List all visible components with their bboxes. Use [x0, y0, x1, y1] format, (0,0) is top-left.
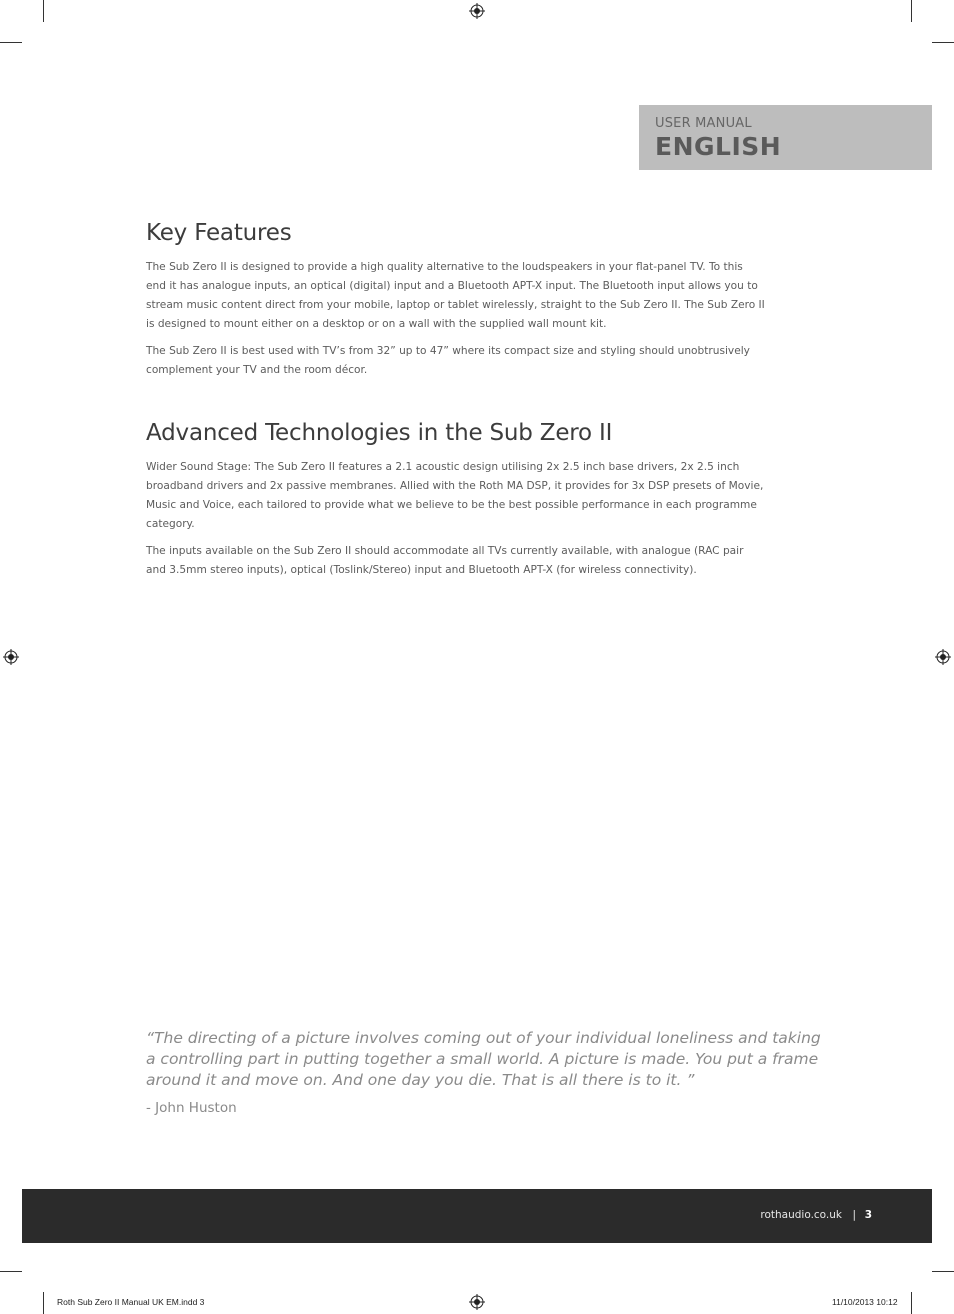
key-features-section — [146, 220, 766, 380]
language-header — [639, 105, 932, 170]
footer-bar — [22, 1189, 932, 1243]
print-slug-file: Roth Sub Zero II Manual UK EM.indd 3 — [57, 1297, 205, 1307]
crop-mark — [911, 1292, 912, 1314]
registration-mark-icon — [3, 649, 19, 665]
crop-mark — [0, 1271, 22, 1272]
paragraph: The inputs available on the Sub Zero II should accommodate all TVs currently available, with analogue (RAC pair and 3.5mm stereo inputs), optical (Toslink/Stereo) input and Bluetooth APT-X (for wireless connectivity). — [146, 545, 744, 576]
quote-author: - John Huston — [146, 1100, 237, 1116]
website-link[interactable]: rothaudio.co.uk — [760, 1209, 842, 1221]
paragraph: The Sub Zero II is best used with TV’s from 32” up to 47” where its compact size and styling should unobtrusively complement your TV and the room décor. — [146, 345, 750, 376]
crop-mark — [43, 1292, 44, 1314]
section-title: Advanced Technologies in the Sub Zero II — [146, 420, 613, 446]
quote-text: “The directing of a picture involves coming out of your individual loneliness and taking a controlling part in putting together a small world. A picture is made. You put a frame around it and move on. And one day you die. That is all there is to it. ” — [146, 1029, 821, 1089]
paragraph: Wider Sound Stage: The Sub Zero II features a 2.1 acoustic design utilising 2x 2.5 inch base drivers, 2x 2.5 inch broadband drivers and 2x passive membranes. Allied with the Roth MA DSP, it provides for 3x DSP presets of Movie, Music and Voice, each tailored to provide what we believe to be the best possible performance in each programme category. — [146, 461, 764, 530]
manual-label: USER MANUAL — [655, 116, 752, 131]
crop-mark — [932, 42, 954, 43]
registration-mark-icon — [469, 3, 485, 19]
paragraph: The Sub Zero II is designed to provide a high quality alternative to the loudspeakers in your flat-panel TV. To this end it has analogue inputs, an optical (digital) input and a Bluetooth APT-X input. The Bluetooth input allows you to stream music content direct from your mobile, laptop or tablet wirelessly, straight to the Sub Zero II. The Sub Zero II is designed to mount either on a desktop or on a wall with the supplied wall mount kit. — [146, 261, 765, 330]
print-slug-date: 11/10/2013 10:12 — [832, 1297, 898, 1307]
registration-mark-icon — [935, 649, 951, 665]
crop-mark — [0, 42, 22, 43]
crop-mark — [932, 1271, 954, 1272]
registration-mark-icon — [469, 1294, 485, 1310]
advanced-technologies-section — [146, 420, 766, 580]
page-number: 3 — [864, 1209, 872, 1221]
footer-separator: | — [852, 1209, 856, 1221]
crop-mark — [911, 0, 912, 22]
crop-mark — [43, 0, 44, 22]
language-label: ENGLISH — [655, 132, 782, 161]
section-title: Key Features — [146, 220, 292, 246]
